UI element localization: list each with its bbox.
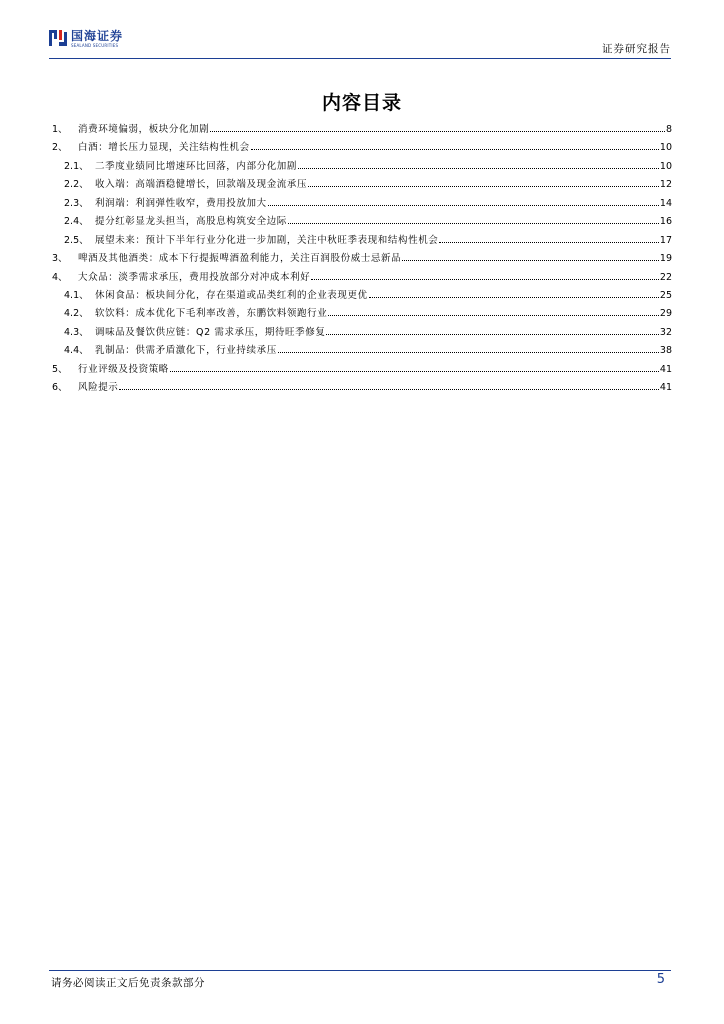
logo-english-name: SEALAND SECURITIES [71,43,119,48]
toc-entry-page[interactable]: 32 [659,326,672,338]
toc-entry[interactable] [52,379,672,397]
toc-entry-number: 2.5、 [64,234,89,246]
toc-entry[interactable] [52,287,672,305]
table-of-contents [52,121,672,398]
toc-leader-dots [311,278,659,280]
toc-leader-dots [326,333,658,335]
toc-entry-page[interactable]: 17 [659,234,672,246]
toc-entry-page[interactable]: 10 [659,142,672,154]
toc-entry-number: 3、 [52,253,68,265]
toc-entry-number: 2.3、 [64,197,89,209]
toc-entry-page[interactable]: 29 [659,308,672,320]
toc-entry[interactable] [52,324,672,342]
toc-entry-page[interactable]: 8 [665,124,672,135]
toc-entry[interactable] [52,232,672,250]
toc-entry-number: 1、 [52,124,68,135]
logo-icon [49,30,67,46]
page-header [49,28,671,58]
toc-leader-dots [251,148,659,150]
toc-entry-title[interactable]: 休闲食品：板块间分化，存在渠道或品类红利的企业表现更优 [95,289,368,301]
toc-entry-number: 4、 [52,271,68,283]
toc-entry[interactable] [52,158,672,176]
logo-chinese-name: 国海证券 [71,29,124,43]
toc-leader-dots [308,185,659,187]
toc-entry-title[interactable]: 啤酒及其他酒类：成本下行提振啤酒盈利能力，关注百润股份威士忌新品 [78,253,402,265]
toc-entry-title[interactable]: 收入端：高端酒稳健增长，回款端及现金流承压 [95,179,308,191]
toc-entry-title[interactable]: 二季度业绩同比增速环比回落，内部分化加剧 [95,160,298,172]
toc-entry-page[interactable]: 16 [659,216,672,228]
page-title: 内容目录 [321,92,402,114]
toc-leader-dots [288,222,659,224]
toc-leader-dots [402,259,659,261]
toc-entry[interactable] [52,250,672,268]
report-type-label: 证券研究报告 [602,43,671,55]
toc-leader-dots [328,314,659,316]
toc-entry-title[interactable]: 行业评级及投资策略 [78,363,169,375]
toc-leader-dots [298,167,659,169]
company-logo [49,30,123,48]
toc-entry-number: 4.4、 [64,345,89,357]
toc-entry-number: 2.1、 [64,160,89,172]
toc-entry-number: 2.2、 [64,179,89,191]
page-number: 5 [656,972,665,987]
header-divider [49,58,671,59]
toc-entry[interactable] [52,342,672,360]
toc-entry[interactable] [52,213,672,231]
toc-leader-dots [268,204,659,206]
toc-entry-title[interactable]: 消费环境偏弱，板块分化加剧 [78,124,210,135]
toc-entry-number: 4.2、 [64,308,89,320]
toc-entry[interactable] [52,121,672,139]
toc-entry-page[interactable]: 41 [659,363,672,375]
toc-entry-title[interactable]: 提分红彰显龙头担当，高股息构筑安全边际 [95,216,287,228]
toc-entry-title[interactable]: 大众品：淡季需求承压，费用投放部分对冲成本利好 [78,271,311,283]
toc-leader-dots [119,388,659,390]
footer-disclaimer: 请务必阅读正文后免责条款部分 [51,977,205,989]
toc-entry-page[interactable]: 41 [659,382,672,394]
toc-entry-title[interactable]: 调味品及餐饮供应链：Q2 需求承压，期待旺季修复 [95,326,326,338]
footer-divider [49,970,671,971]
toc-leader-dots [278,351,659,353]
toc-entry-page[interactable]: 10 [659,160,672,172]
toc-entry[interactable] [52,361,672,379]
toc-entry-page[interactable]: 14 [659,197,672,209]
toc-entry-number: 4.3、 [64,326,89,338]
toc-entry[interactable] [52,139,672,157]
toc-entry-title[interactable]: 乳制品：供需矛盾激化下，行业持续承压 [95,345,277,357]
toc-entry-page[interactable]: 22 [659,271,672,283]
toc-entry-number: 5、 [52,363,68,375]
toc-leader-dots [170,370,659,372]
toc-leader-dots [369,296,659,298]
toc-entry[interactable] [52,269,672,287]
toc-entry-page[interactable]: 12 [659,179,672,191]
toc-entry-page[interactable]: 38 [659,345,672,357]
toc-leader-dots [210,130,665,132]
toc-entry-title[interactable]: 展望未来：预计下半年行业分化进一步加剧，关注中秋旺季表现和结构性机会 [95,234,439,246]
toc-entry-title[interactable]: 白酒：增长压力显现，关注结构性机会 [78,142,250,154]
toc-entry-title[interactable]: 软饮料：成本优化下毛利率改善，东鹏饮料领跑行业 [95,308,328,320]
toc-entry-title[interactable]: 利润端：利润弹性收窄，费用投放加大 [95,197,267,209]
toc-entry-title[interactable]: 风险提示 [78,382,119,394]
toc-leader-dots [439,241,659,243]
toc-entry-page[interactable]: 25 [659,289,672,301]
toc-entry-number: 2.4、 [64,216,89,228]
toc-entry[interactable] [52,195,672,213]
toc-entry[interactable] [52,305,672,323]
toc-entry[interactable] [52,176,672,194]
toc-entry-number: 4.1、 [64,289,89,301]
toc-entry-number: 2、 [52,142,68,154]
toc-entry-number: 6、 [52,382,68,394]
toc-entry-page[interactable]: 19 [659,253,672,265]
